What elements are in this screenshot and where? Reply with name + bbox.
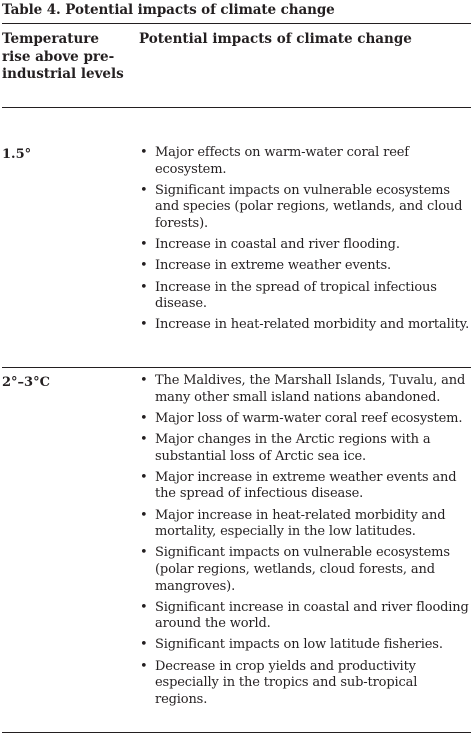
impact-text: Decrease in crop yields and productivity especially in the tropics and sub-tropical regions. [155, 658, 418, 707]
impact-item [139, 411, 471, 428]
impact-text: Major changes in the Arctic regions with a substantial loss of Arctic sea ice. [155, 431, 431, 464]
impact-text: Increase in the spread of tropical infectious disease. [155, 279, 437, 312]
impacts-list [139, 145, 471, 334]
impact-item [139, 659, 471, 709]
impact-item [139, 600, 471, 633]
impact-item [139, 183, 471, 233]
table-row [2, 368, 471, 733]
impact-text: The Maldives, the Marshall Islands, Tuvalu, and many other small island nations abandoned. [155, 373, 466, 405]
impact-item [139, 373, 471, 406]
impact-item [139, 237, 471, 254]
impact-item [139, 432, 471, 465]
bullet-icon: • [140, 373, 148, 388]
impact-text: Significant impacts on low latitude fisheries. [155, 637, 443, 653]
table-row [2, 108, 471, 368]
impact-item [139, 545, 471, 595]
bullet-icon: • [140, 258, 148, 274]
bullet-icon: • [140, 469, 148, 485]
impact-text: Major loss of warm-water coral reef ecosystem. [155, 410, 463, 426]
impact-item [139, 145, 471, 178]
impact-text: Major increase in heat-related morbidity and mortality, especially in the low latitudes. [155, 507, 446, 540]
impact-text: Significant increase in coastal and river flooding around the world. [155, 599, 469, 632]
impact-text: Increase in extreme weather events. [155, 258, 392, 274]
impacts-cell [139, 368, 471, 732]
bullet-icon: • [140, 637, 148, 653]
impact-item [139, 637, 471, 654]
impacts-table [2, 23, 471, 733]
bullet-icon: • [140, 545, 148, 561]
temperature-cell: 1.5° [2, 147, 32, 162]
impact-text: Significant impacts on vulnerable ecosystems and species (polar regions, wetlands, and cloud forests). [155, 182, 463, 231]
header-temperature: Temperature rise above pre-industrial levels [2, 31, 124, 82]
bullet-icon: • [140, 431, 148, 447]
bullet-icon: • [140, 658, 148, 674]
impact-text: Significant impacts on vulnerable ecosystems (polar regions, wetlands, cloud forests, and mangroves). [155, 545, 450, 594]
bullet-icon: • [140, 317, 148, 333]
bullet-icon: • [140, 599, 148, 615]
table-title: Table 4. Potential impacts of climate change [2, 2, 335, 18]
bullet-icon: • [140, 279, 148, 295]
impact-text: Increase in heat-related morbidity and mortality. [155, 317, 470, 333]
bullet-icon: • [140, 182, 148, 198]
impact-text: Major effects on warm-water coral reef ecosystem. [155, 145, 409, 177]
bullet-icon: • [140, 507, 148, 523]
impact-text: Increase in coastal and river flooding. [155, 237, 400, 253]
bullet-icon: • [140, 410, 148, 426]
temperature-cell: 2°–3°C [2, 375, 50, 390]
header-impacts: Potential impacts of climate change [139, 31, 412, 47]
impact-item [139, 258, 471, 275]
bullet-icon: • [140, 145, 148, 160]
bullet-icon: • [140, 237, 148, 253]
impact-item [139, 508, 471, 541]
table-header-row [2, 24, 471, 108]
impact-text: Major increase in extreme weather events and the spread of infectious disease. [155, 469, 457, 502]
impact-item [139, 317, 471, 334]
impacts-cell [139, 108, 471, 367]
impact-item [139, 280, 471, 313]
impact-item [139, 470, 471, 503]
impacts-list [139, 373, 471, 708]
